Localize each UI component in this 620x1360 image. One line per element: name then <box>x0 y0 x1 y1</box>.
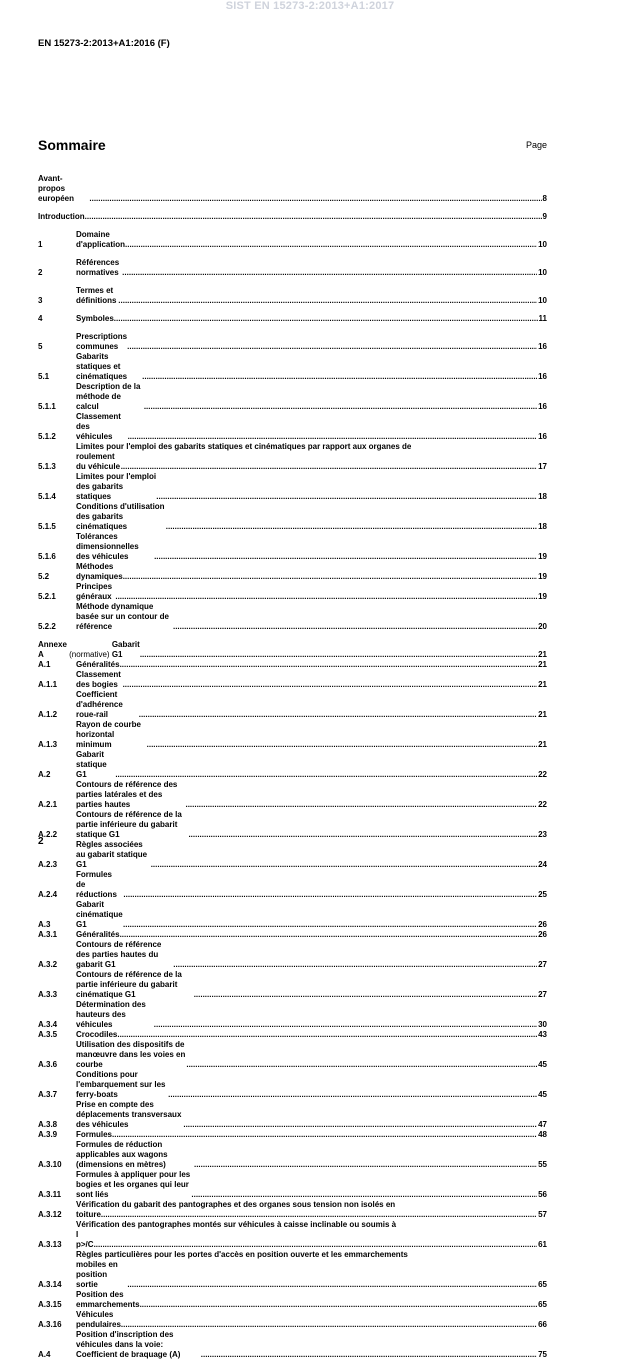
toc-entry-number: A.2.2 <box>38 830 58 839</box>
toc-entry-text <box>76 1330 547 1360</box>
toc-entry[interactable] <box>38 900 547 930</box>
toc-entry-text <box>76 562 547 582</box>
toc-leader-dots <box>94 1240 538 1250</box>
toc-leader-dots <box>127 1280 537 1290</box>
toc-entry[interactable] <box>38 810 547 840</box>
toc-entry-number: A.2.3 <box>38 860 58 869</box>
toc-entry-text <box>76 1100 547 1130</box>
toc-leader-dots <box>121 462 537 472</box>
toc-leader-dots <box>188 830 537 840</box>
toc-entry[interactable] <box>38 286 547 306</box>
toc-entry-number: A.3.9 <box>38 1130 58 1139</box>
toc-entry-text <box>76 230 547 250</box>
toc-entry-number: A.2 <box>38 770 51 779</box>
toc-entry-text <box>76 660 547 670</box>
toc-entry-number: 1 <box>38 240 43 249</box>
toc-entry-number: A.3.8 <box>38 1120 58 1129</box>
toc-entry-page: 19 <box>538 572 547 581</box>
toc-entry-text <box>76 1310 547 1330</box>
toc-entry-number: A.1.3 <box>38 740 58 749</box>
toc-leader-dots <box>140 650 537 660</box>
toc-entry-number: 5.1.2 <box>38 432 56 441</box>
toc-entry[interactable] <box>38 212 547 222</box>
toc-leader-dots <box>118 296 537 306</box>
toc-entry-title: Véhicules pendulaires <box>76 1310 121 1329</box>
toc-entry-page: 16 <box>538 432 547 441</box>
toc-entry[interactable] <box>38 690 547 720</box>
toc-leader-dots <box>201 1350 537 1360</box>
document-id: EN 15273-2:2013+A1:2016 (F) <box>38 38 170 49</box>
toc-leader-dots <box>127 342 537 352</box>
toc-entry[interactable] <box>38 562 547 582</box>
toc-entry[interactable] <box>38 1040 547 1070</box>
toc-entry[interactable] <box>38 750 547 780</box>
toc-entry-title: Classement des véhicules <box>76 412 121 441</box>
toc-entry-title: Coefficient d'adhérence roue-rail <box>76 690 123 719</box>
toc-leader-dots <box>154 552 537 562</box>
toc-entry-title: Gabarit statique G1 <box>76 750 107 779</box>
toc-entry[interactable] <box>38 1100 547 1130</box>
toc-entry-title: Position des emmarchements <box>76 1290 140 1309</box>
toc-entry[interactable] <box>38 1170 547 1200</box>
toc-entry-title: Principes généraux <box>76 582 113 601</box>
toc-leader-dots <box>154 1020 537 1030</box>
toc-entry-number: A.3.13 <box>38 1240 62 1249</box>
toc-entry[interactable] <box>38 1250 547 1290</box>
toc-entry-title: Références normatives <box>76 258 120 277</box>
toc-entry-number: A.1.1 <box>38 680 58 689</box>
toc-entry-title-cont: toiture <box>76 1210 101 1219</box>
toc-entry[interactable] <box>38 442 547 472</box>
toc-entry[interactable] <box>38 472 547 502</box>
toc-entry-text <box>76 1000 547 1030</box>
toc-entry-text <box>38 174 547 204</box>
toc-entry-page: 26 <box>538 920 547 929</box>
toc-leader-dots <box>173 622 537 632</box>
toc-entry-text <box>76 1070 547 1100</box>
toc-entry-number: 5.1 <box>38 372 50 381</box>
toc-entry-page: 17 <box>538 462 547 471</box>
toc-entry-number: 2 <box>38 268 43 277</box>
toc-entry-text <box>76 286 547 306</box>
toc-entry-number: 5.2.1 <box>38 592 56 601</box>
toc-entry-title: Détermination des hauteurs des véhicules <box>76 1000 146 1029</box>
toc-entry-text <box>76 1200 547 1220</box>
toc-entry-page: 8 <box>542 194 547 203</box>
page-column-label: Page <box>525 140 547 150</box>
toc-entry-number: A.4 <box>38 1350 51 1359</box>
toc-entry-title: Vérification du gabarit des pantographes et des organes sous tension non isolés en <box>76 1200 396 1209</box>
toc-leader-dots <box>140 1300 538 1310</box>
toc-heading: Sommaire <box>38 137 106 153</box>
watermark: SIST EN 15273-2:2013+A1:2017 <box>225 0 395 12</box>
toc-entry-page: 16 <box>538 372 547 381</box>
toc-entry-number: 5.1.3 <box>38 462 56 471</box>
toc-entry[interactable] <box>38 314 547 324</box>
toc-entry-title: Règles particulières pour les portes d'accès en position ouverte et les emmarchements <box>76 1250 408 1259</box>
toc-entry-page: 30 <box>538 1020 547 1029</box>
toc-entry-text <box>76 670 547 690</box>
toc-entry-page: 23 <box>538 830 547 839</box>
toc-entry-text <box>76 332 547 352</box>
toc-leader-dots <box>123 680 538 690</box>
toc-entry[interactable] <box>38 940 547 970</box>
toc-entry-title: Annexe A <box>38 640 67 659</box>
toc-leader-dots <box>85 212 542 222</box>
toc-entry-number: 5.1.5 <box>38 522 56 531</box>
toc-entry[interactable] <box>38 174 547 204</box>
toc-entry-title: Généralités <box>76 660 120 669</box>
toc-entry-number: 3 <box>38 296 43 305</box>
toc-leader-dots <box>123 890 537 900</box>
toc-entry-title-after: Gabarit G1 <box>111 640 140 659</box>
footer-page-number: 2 <box>38 836 44 847</box>
toc-entry-title: Contours de référence de la partie inférieure du gabarit statique G1 <box>76 810 182 839</box>
toc-leader-dots <box>120 660 538 670</box>
toc-entry-page: 10 <box>538 268 547 277</box>
toc-entry-title: Contours de référence des parties latérales et des parties hautes <box>76 780 178 809</box>
toc-leader-dots <box>151 860 537 870</box>
toc-entry-text <box>76 532 547 562</box>
toc-entry-number: A.3.15 <box>38 1300 62 1309</box>
toc-entry-page: 65 <box>538 1300 547 1309</box>
toc-entry-title: Position d'inscription des véhicules dans la voie: Coefficient de braquage (A) <box>76 1330 181 1359</box>
toc-leader-dots <box>123 920 537 930</box>
toc-entry[interactable] <box>38 1000 547 1030</box>
toc-entry-text <box>76 582 547 602</box>
toc-entry-page: 22 <box>538 800 547 809</box>
toc-entry-number: A.3.7 <box>38 1090 58 1099</box>
toc-entry-line <box>76 1200 547 1210</box>
toc-entry-page: 10 <box>538 296 547 305</box>
toc-leader-dots <box>128 432 538 442</box>
toc-entry-title: Rayon de courbe horizontal minimum <box>76 720 141 749</box>
toc-entry[interactable] <box>38 720 547 750</box>
toc-entry[interactable] <box>38 780 547 810</box>
toc-entry-title: Prise en compte des déplacements transversaux des véhicules <box>76 1100 182 1129</box>
toc-leader-dots <box>173 960 537 970</box>
toc-entry[interactable] <box>38 640 547 660</box>
toc-entry-number: 5.2.2 <box>38 622 56 631</box>
toc-entry-page: 16 <box>538 342 547 351</box>
toc-entry-number: 5.1.1 <box>38 402 56 411</box>
toc-entry-page: 27 <box>538 960 547 969</box>
toc-entry-text <box>76 1290 547 1310</box>
toc-leader-dots <box>112 1130 537 1140</box>
toc-entry-page: 10 <box>538 240 547 249</box>
toc-entry-text <box>76 930 547 940</box>
toc-entry-title: Formules à appliquer pour les bogies et les organes qui leur sont liés <box>76 1170 191 1199</box>
toc-entry-text <box>76 1140 547 1170</box>
toc-entry-text <box>76 940 547 970</box>
toc-entry-text <box>76 1220 547 1250</box>
toc-entry-page: 48 <box>538 1130 547 1139</box>
toc-entry-number: 5.1.4 <box>38 492 56 501</box>
toc-entry[interactable] <box>38 502 547 532</box>
toc-entry-text <box>76 690 547 720</box>
toc-entry-number: 5 <box>38 342 43 351</box>
toc-entry-page: 47 <box>538 1120 547 1129</box>
toc-leader-dots <box>101 1210 537 1220</box>
toc-entry-page: 27 <box>538 990 547 999</box>
toc-entry-title: Généralités <box>76 930 120 939</box>
toc-entry-line <box>76 452 547 472</box>
toc-entry[interactable] <box>38 870 547 900</box>
toc-leader-dots <box>194 990 537 1000</box>
toc-leader-dots <box>191 1190 537 1200</box>
toc-entry-text <box>38 640 547 660</box>
toc-entry-title-cont: I p>/C <box>76 1230 94 1249</box>
toc-leader-dots <box>121 1320 537 1330</box>
toc-entry-title: Prescriptions communes <box>76 332 128 351</box>
toc-entry-page: 18 <box>538 522 547 531</box>
toc-entry-title: Vérification des pantographes montés sur véhicules à caisse inclinable ou soumis à <box>76 1220 397 1229</box>
toc-leader-dots <box>166 522 537 532</box>
toc-entry-page: 20 <box>538 622 547 631</box>
toc-entry-title: Conditions d'utilisation des gabarits cinématiques <box>76 502 165 531</box>
toc-entry-page: 43 <box>538 1030 547 1039</box>
toc-entry-page: 19 <box>538 592 547 601</box>
toc-entry[interactable] <box>38 1130 547 1140</box>
toc-entry-page: 45 <box>538 1060 547 1069</box>
toc-entry-page: 55 <box>538 1160 547 1169</box>
toc-entry-page: 75 <box>538 1350 547 1359</box>
toc-entry-number: A.2.1 <box>38 800 58 809</box>
toc-entry[interactable] <box>38 670 547 690</box>
toc-entry-number: A.1.2 <box>38 710 58 719</box>
toc-entry-number: A.3.11 <box>38 1190 62 1199</box>
toc-entry[interactable] <box>38 1290 547 1310</box>
toc-entry[interactable] <box>38 1330 547 1360</box>
toc-entry[interactable] <box>38 602 547 632</box>
toc-entry[interactable] <box>38 1310 547 1330</box>
toc-entry-title: Gabarit cinématique G1 <box>76 900 123 929</box>
toc-leader-dots <box>186 1060 537 1070</box>
toc-entry-title: Formules de réductions <box>76 870 117 899</box>
toc-entry-title: Formules de réduction applicables aux wagons (dimensions en mètres) <box>76 1140 168 1169</box>
toc-leader-dots <box>122 268 537 278</box>
toc-leader-dots <box>123 572 537 582</box>
toc-entry-text <box>76 780 547 810</box>
toc-entry-text <box>76 840 547 870</box>
toc-entry-text <box>76 502 547 532</box>
toc-entry[interactable] <box>38 582 547 602</box>
toc-entry[interactable] <box>38 382 547 412</box>
toc-entry-page: 11 <box>538 314 547 323</box>
toc-entry-text <box>38 212 547 222</box>
toc-entry-number: A.3.1 <box>38 930 58 939</box>
toc-entry-text <box>76 1170 547 1200</box>
toc-entry-number: A.2.4 <box>38 890 58 899</box>
toc-entry-line <box>76 1260 547 1290</box>
toc-entry-title: Crocodiles <box>76 1030 118 1039</box>
toc-leader-dots <box>168 1090 537 1100</box>
toc-entry-number: A.3.10 <box>38 1160 62 1169</box>
toc-entry-text <box>76 442 547 472</box>
toc-entry-title: Méthode dynamique basée sur un contour de référence <box>76 602 169 631</box>
toc-entry-page: 22 <box>538 770 547 779</box>
toc-entry-text <box>76 412 547 442</box>
toc-entry[interactable] <box>38 412 547 442</box>
toc-leader-dots <box>117 1030 537 1040</box>
toc-entry-line <box>76 1230 547 1250</box>
toc-entry-line <box>76 1210 547 1220</box>
toc-entry-number: 5.1.6 <box>38 552 56 561</box>
toc-entry-page: 9 <box>542 212 547 221</box>
toc-entry[interactable] <box>38 332 547 352</box>
toc-entry[interactable] <box>38 1030 547 1040</box>
toc-entry-text <box>76 1130 547 1140</box>
toc-leader-dots <box>147 740 537 750</box>
toc-entry[interactable] <box>38 930 547 940</box>
toc-leader-dots <box>125 240 537 250</box>
toc-entry-line <box>76 1220 547 1230</box>
toc-entry-page: 18 <box>538 492 547 501</box>
toc-entry-title: Termes et définitions <box>76 286 117 305</box>
toc-leader-dots <box>142 372 537 382</box>
toc-entry-page: 65 <box>538 1280 547 1289</box>
toc-entry-page: 16 <box>538 402 547 411</box>
toc-entry-title: Classement des bogies <box>76 670 121 689</box>
toc-entry-page: 24 <box>538 860 547 869</box>
toc-entry-number: A.3.2 <box>38 960 58 969</box>
toc-entry-title: Gabarits statiques et cinématiques <box>76 352 128 381</box>
toc-entry-page: 57 <box>538 1210 547 1219</box>
toc-entry-page: 56 <box>538 1190 547 1199</box>
toc-entry-number: A.3.14 <box>38 1280 62 1289</box>
toc-entry[interactable] <box>38 1140 547 1170</box>
toc-entry-page: 21 <box>538 680 547 689</box>
toc-entry-text <box>76 352 547 382</box>
toc-entry-text <box>76 382 547 412</box>
toc-entry-title: Limites pour l'emploi des gabarits statiques et cinématiques par rapport aux organes de <box>76 442 412 451</box>
table-of-contents <box>38 174 547 1360</box>
toc-entry-number: A.3.6 <box>38 1060 58 1069</box>
toc-leader-dots <box>194 1160 537 1170</box>
toc-entry-number: A.3 <box>38 920 51 929</box>
toc-leader-dots <box>156 492 537 502</box>
toc-entry-note: (normative) <box>66 650 112 659</box>
toc-entry-line <box>76 442 547 452</box>
toc-entry-text <box>76 1030 547 1040</box>
toc-entry-number: 4 <box>38 314 43 323</box>
toc-entry-text <box>76 970 547 1000</box>
toc-entry-title: Méthodes dynamiques <box>76 562 123 581</box>
toc-entry-title-cont: roulement du véhicule <box>76 452 121 471</box>
toc-entry-title-cont: mobiles en position sortie <box>76 1260 118 1289</box>
toc-entry[interactable] <box>38 532 547 562</box>
toc-entry-title: Contours de référence de la partie inférieure du gabarit cinématique G1 <box>76 970 182 999</box>
toc-leader-dots <box>120 930 538 940</box>
toc-entry-page: 19 <box>538 552 547 561</box>
toc-entry-page: 61 <box>538 1240 547 1249</box>
toc-entry-text <box>76 472 547 502</box>
toc-entry-title: Formules <box>76 1130 113 1139</box>
toc-leader-dots <box>183 1120 537 1130</box>
toc-leader-dots <box>89 194 541 204</box>
toc-entry[interactable] <box>38 1220 547 1250</box>
toc-entry-title: Utilisation des dispositifs de manœuvre dans les voies en courbe <box>76 1040 186 1069</box>
toc-entry-title: Domaine d'application <box>76 230 126 249</box>
toc-entry-text <box>76 900 547 930</box>
toc-entry[interactable] <box>38 660 547 670</box>
toc-entry[interactable] <box>38 840 547 870</box>
toc-entry-number: A.3.3 <box>38 990 58 999</box>
toc-entry-page: 21 <box>538 740 547 749</box>
toc-entry-page: 25 <box>538 890 547 899</box>
toc-entry-title: Tolérances dimensionnelles des véhicules <box>76 532 139 561</box>
toc-entry-number: A.3.4 <box>38 1020 58 1029</box>
toc-entry-text <box>76 258 547 278</box>
toc-entry-number: A.3.16 <box>38 1320 62 1329</box>
toc-entry-text <box>76 870 547 900</box>
toc-leader-dots <box>139 710 537 720</box>
toc-entry-page: 26 <box>538 930 547 939</box>
toc-entry-text <box>76 1250 547 1290</box>
toc-entry-text <box>76 720 547 750</box>
toc-entry-line <box>76 1250 547 1260</box>
toc-entry-title: Conditions pour l'embarquement sur les ferry-boats <box>76 1070 166 1099</box>
toc-leader-dots <box>185 800 537 810</box>
toc-entry[interactable] <box>38 258 547 278</box>
toc-entry-page: 21 <box>538 650 547 659</box>
toc-entry-number: 5.2 <box>38 572 50 581</box>
toc-entry[interactable] <box>38 1070 547 1100</box>
toc-entry[interactable] <box>38 970 547 1000</box>
toc-entry-text <box>76 810 547 840</box>
toc-entry-title: Introduction <box>38 212 85 221</box>
toc-entry-text <box>76 602 547 632</box>
toc-leader-dots <box>114 314 538 324</box>
toc-entry-text <box>76 1040 547 1070</box>
toc-entry[interactable] <box>38 1200 547 1220</box>
toc-entry-title: Description de la méthode de calcul <box>76 382 141 411</box>
toc-entry-title: Règles associées au gabarit statique G1 <box>76 840 148 869</box>
toc-leader-dots <box>115 770 537 780</box>
toc-entry-page: 66 <box>538 1320 547 1329</box>
toc-entry-text <box>76 750 547 780</box>
toc-entry-page: 21 <box>538 660 547 669</box>
toc-entry-number: A.3.12 <box>38 1210 62 1219</box>
toc-leader-dots <box>115 592 537 602</box>
toc-entry[interactable] <box>38 352 547 382</box>
toc-entry-number: A.3.5 <box>38 1030 58 1039</box>
toc-entry-page: 21 <box>538 710 547 719</box>
toc-entry-title: Contours de référence des parties hautes du gabarit G1 <box>76 940 162 969</box>
toc-entry-title: Limites pour l'emploi des gabarits statiques <box>76 472 157 501</box>
toc-entry-number: A.1 <box>38 660 51 669</box>
toc-entry-title: Avant-propos européen <box>38 174 75 203</box>
toc-entry-page: 45 <box>538 1090 547 1099</box>
toc-entry-text <box>76 314 547 324</box>
toc-entry[interactable] <box>38 230 547 250</box>
toc-leader-dots <box>144 402 537 412</box>
toc-entry-title: Symboles <box>76 314 114 323</box>
